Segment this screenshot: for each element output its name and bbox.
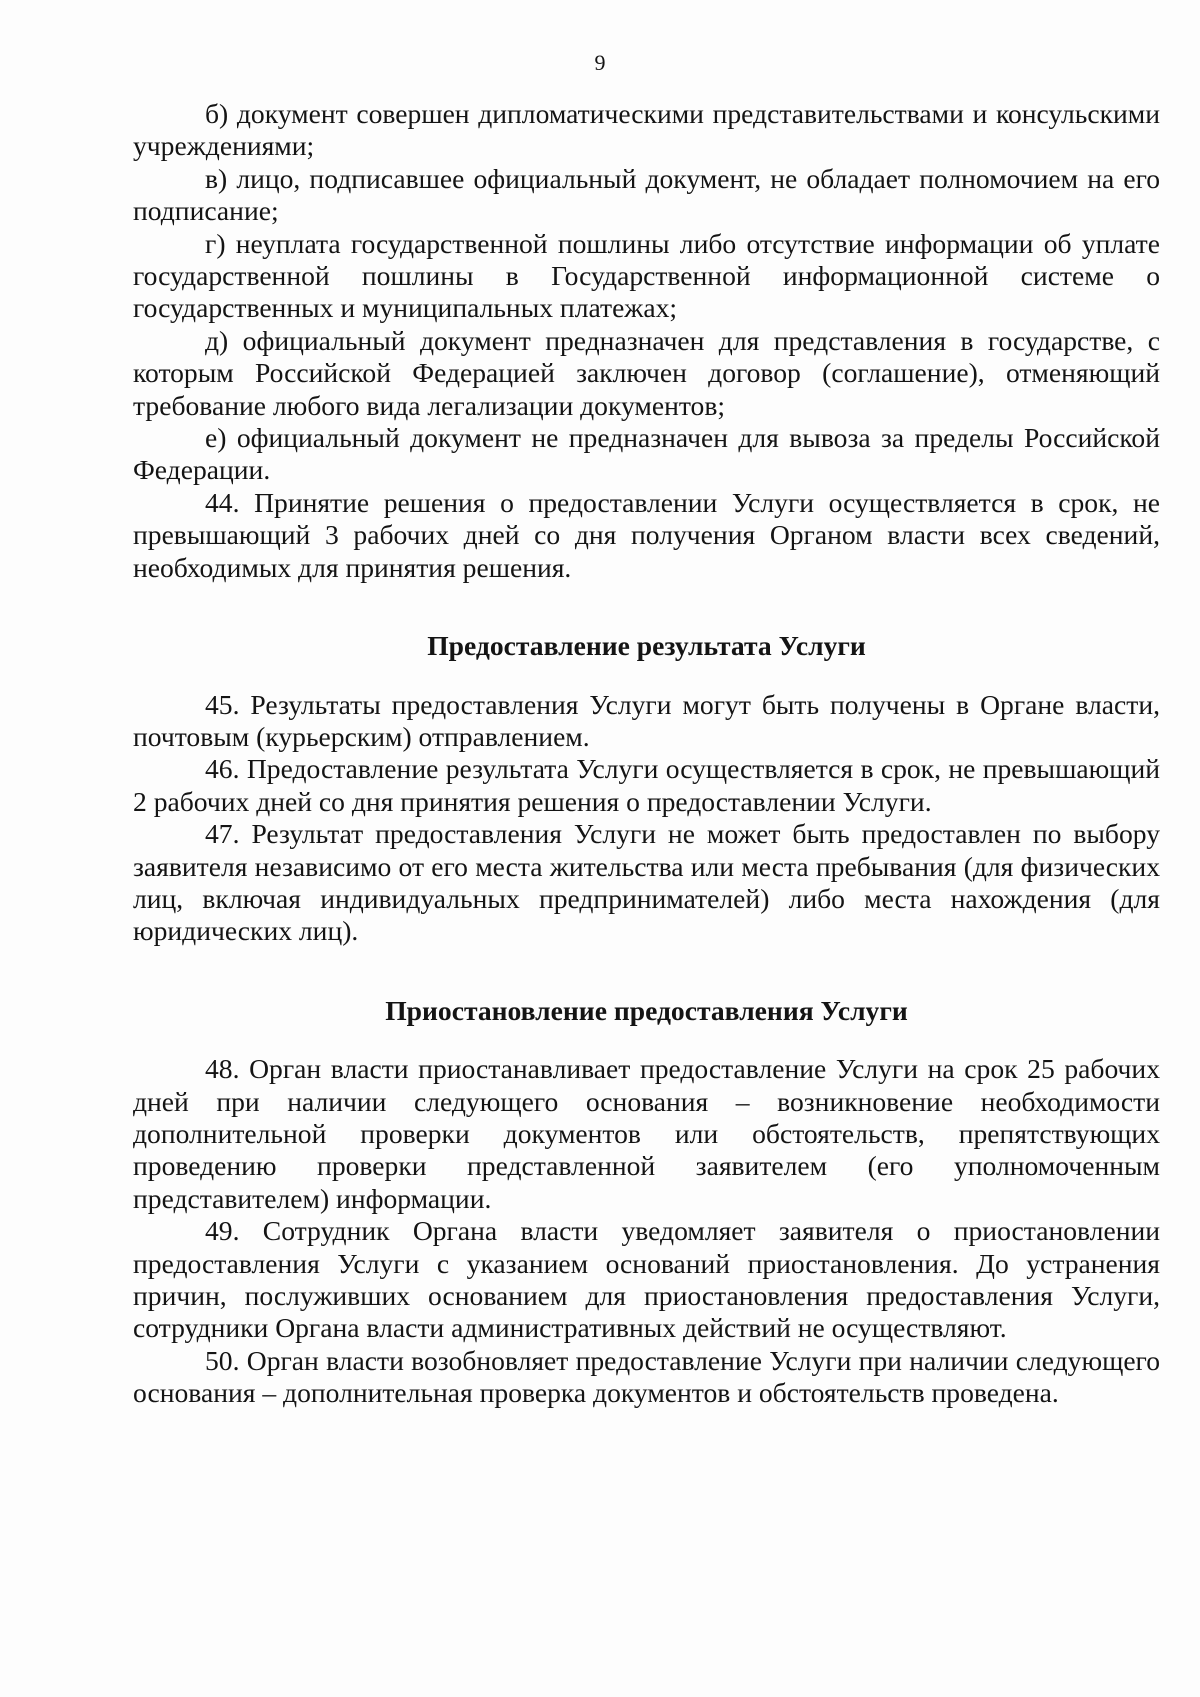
paragraph-g: г) неуплата государственной пошлины либо отсутствие информации об уплате государственной пошлины в Государственной информационной системе о государственных и муниципальных платежах; — [133, 227, 1160, 324]
paragraph-45: 45. Результаты предоставления Услуги могут быть получены в Органе власти, почтовым (курьерским) отправлением. — [133, 688, 1160, 752]
paragraph-46: 46. Предоставление результата Услуги осуществляется в срок, не превышающий 2 рабочих дней со дня принятия решения о предоставлении Услуги. — [133, 753, 1160, 817]
paragraph-44: 44. Принятие решения о предоставлении Услуги осуществляется в срок, не превышающий 3 рабочих дней со дня получения Органом власти всех сведений, необходимых для принятия решения. — [133, 486, 1160, 583]
paragraph-47: 47. Результат предоставления Услуги не может быть предоставлен по выбору заявителя независимо от его места жительства или места пребывания (для физических лиц, включая индивидуальных предпринимателей) либо места нахождения (для юридических лиц). — [133, 818, 1160, 947]
paragraph-e: е) официальный документ не предназначен для вывоза за пределы Российской Федерации. — [133, 422, 1160, 486]
paragraph-50: 50. Орган власти возобновляет предоставление Услуги при наличии следующего основания – дополнительная проверка документов и обстоятельств проведена. — [133, 1344, 1160, 1409]
section-heading-suspension: Приостановление предоставления Услуги — [385, 994, 908, 1026]
page-number: 9 — [594, 50, 606, 75]
paragraph-48: 48. Орган власти приостанавливает предоставление Услуги на срок 25 рабочих дней при наличии следующего основания – возникновение необходимости дополнительной проверки документов или обстоятельств, препятствующих проведению проверки представленной заявителем (его уполномоченным представителем) информации. — [133, 1053, 1160, 1214]
paragraph-b: б) документ совершен дипломатическими представительствами и консульскими учреждениями; — [133, 98, 1160, 162]
paragraph-d: д) официальный документ предназначен для представления в государстве, с которым Российской Федерацией заключен договор (соглашение), отменяющий требование любого вида легализации документов; — [133, 324, 1160, 421]
document-body — [133, 98, 1160, 1410]
section-heading-result: Предоставление результата Услуги — [427, 630, 866, 662]
paragraph-49: 49. Сотрудник Органа власти уведомляет заявителя о приостановлении предоставления Услуги с указанием оснований приостановления. До устранения причин, послуживших основанием для приостановления предоставления Услуги, сотрудники Органа власти административных действий не осуществляют. — [133, 1215, 1160, 1344]
paragraph-v: в) лицо, подписавшее официальный документ, не обладает полномочием на его подписание; — [133, 162, 1160, 227]
